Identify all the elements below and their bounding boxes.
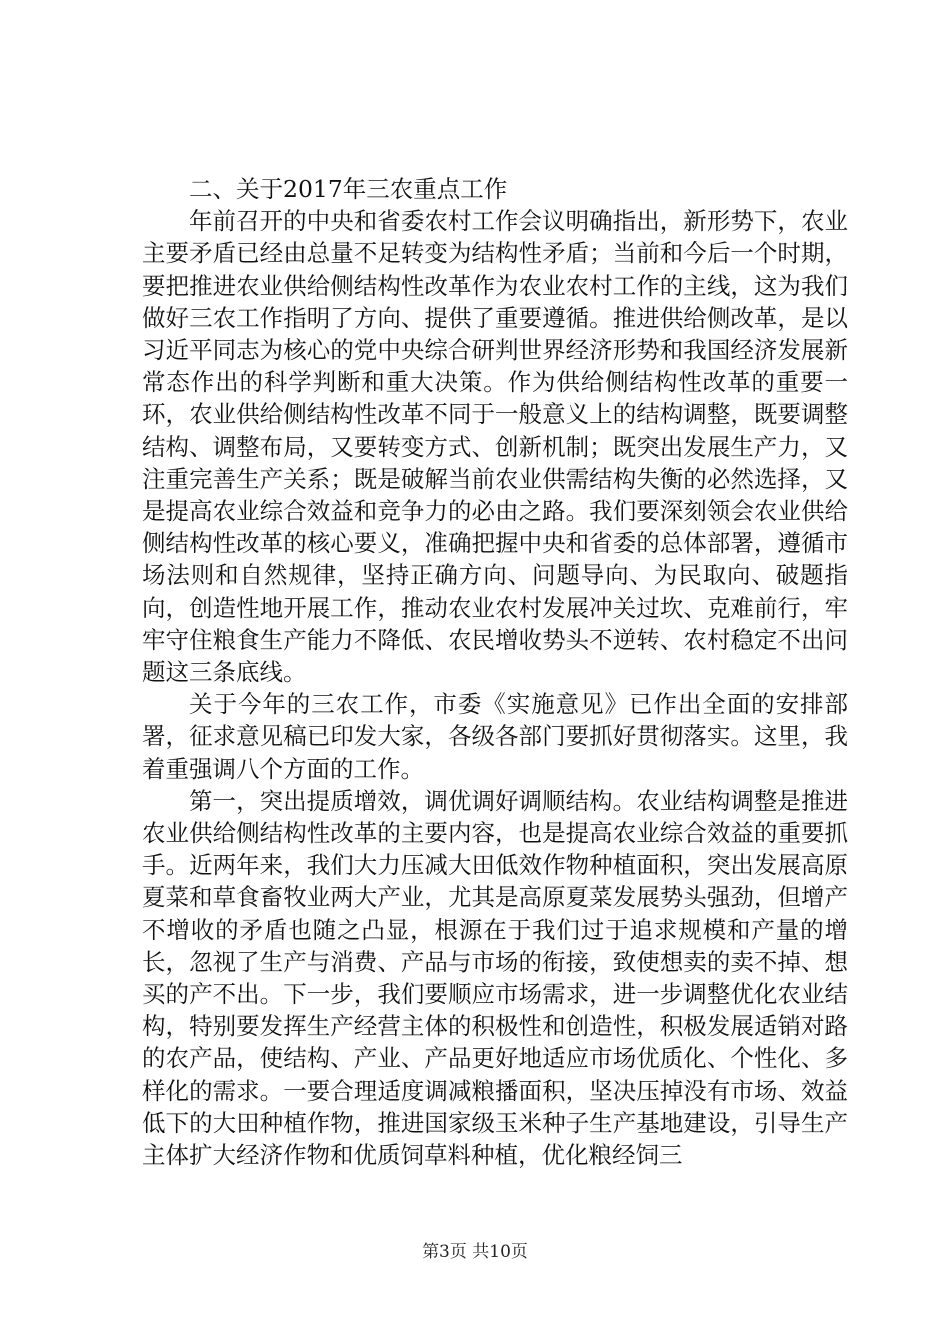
section-heading: 二、关于2017年三农重点工作 [189,175,508,203]
paragraph-2: 关于今年的三农工作，市委《实施意见》已作出全面的安排部署，征求意见稿已印发大家，各级各部门要抓好贯彻落实。这里，我着重强调八个方面的工作。 [142,690,848,783]
paragraph-3: 第一，突出提质增效，调优调好调顺结构。农业结构调整是推进农业供给侧结构性改革的主要内容，也是提高农业综合效益的重要抓手。近两年来，我们大力压减大田低效作物种植面积，突出发展高原夏菜和草食畜牧业两大产业，尤其是高原夏菜发展势头强劲，但增产不增收的矛盾也随之凸显，根源在于我们过于追求规模和产量的增长，忽视了生产与消费、产品与市场的衔接，致使想卖的卖不掉、想买的产不出。下一步，我们要顺应市场需求，进一步调整优化农业结构，特别要发挥生产经营主体的积极性和创造性，积极发展适销对路的农产品，使结构、产业、产品更好地适应市场优质化、个性化、多样化的需求。一要合理适度调减粮播面积，坚决压掉没有市场、效益低下的大田种植作物，推进国家级玉米种子生产基地建设，引导生产主体扩大经济作物和优质饲草料种植，优化粮经饲三 [142,786,848,1170]
paragraph-1: 年前召开的中央和省委农村工作会议明确指出，新形势下，农业主要矛盾已经由总量不足转变为结构性矛盾；当前和今后一个时期，要把推进农业供给侧结构性改革作为农业农村工作的主线，这为我们做好三农工作指明了方向、提供了重要遵循。推进供给侧改革，是以习近平同志为核心的党中央综合研判世界经济形势和我国经济发展新常态作出的科学判断和重大决策。作为供给侧结构性改革的重要一环，农业供给侧结构性改革不同于一般意义上的结构调整，既要调整结构、调整布局，又要转变方式、创新机制；既突出发展生产力，又注重完善生产关系；既是破解当前农业供需结构失衡的必然选择，又是提高农业综合效益和竞争力的必由之路。我们要深刻领会农业供给侧结构性改革的核心要义，准确把握中央和省委的总体部署，遵循市场法则和自然规律，坚持正确方向、问题导向、为民取向、破题指向，创造性地开展工作，推动农业农村发展冲关过坎、克难前行，牢牢守住粮食生产能力不降低、农民增收势头不逆转、农村稳定不出问题这三条底线。 [142,207,848,687]
document-body [142,173,848,1171]
page-footer: 第3页 共10页 [422,1242,528,1262]
